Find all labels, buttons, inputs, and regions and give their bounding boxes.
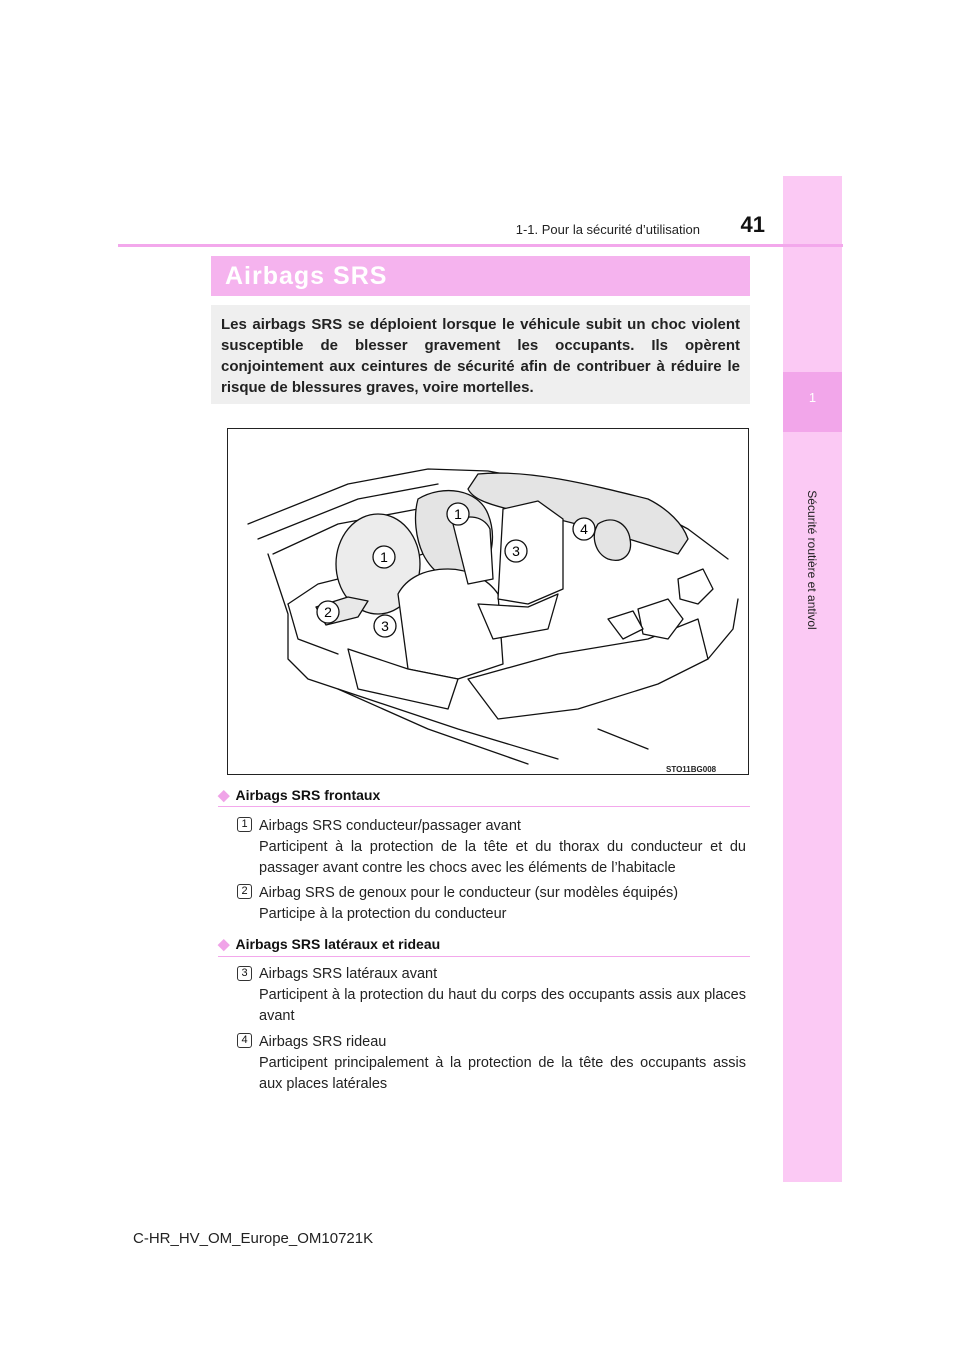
callout-3-passenger-side bbox=[505, 540, 527, 562]
callout-3-driver-side bbox=[374, 615, 396, 637]
chapter-tab bbox=[783, 176, 842, 1182]
section-heading-frontal bbox=[218, 786, 380, 804]
header-rule bbox=[118, 244, 843, 247]
item-marker: 1 bbox=[237, 817, 252, 832]
svg-text:3: 3 bbox=[381, 618, 389, 634]
svg-text:3: 3 bbox=[512, 543, 520, 559]
car-interior-drawing bbox=[228, 429, 748, 774]
page-number: 41 bbox=[740, 212, 765, 237]
intro-text: Les airbags SRS se déploient lorsque le véhicule subit un choc violent susceptible de blesser gravement les occupants. Ils opèrent conjointement aux ceintures de sécurité afin de contribuer à réduire le risque de blessures graves, voire mortelles. bbox=[221, 316, 740, 396]
title-banner bbox=[211, 256, 750, 296]
item-marker: 3 bbox=[237, 966, 252, 981]
item-marker: 2 bbox=[237, 884, 252, 899]
section-heading-text: Airbags SRS latéraux et rideau bbox=[235, 936, 441, 952]
callout-2-knee bbox=[317, 601, 339, 623]
item-title: Airbags SRS latéraux avant bbox=[259, 966, 438, 982]
intro-box bbox=[211, 305, 750, 404]
figure-code: STO11BG008 bbox=[666, 765, 717, 774]
header-section-title: 1-1. Pour la sécurité d’utilisation bbox=[515, 222, 700, 237]
item-description: Participent à la protection du haut du corps des occupants assis aux places avant bbox=[259, 987, 746, 1024]
item-description: Participent principalement à la protection de la tête des occupants assis aux places latérales bbox=[259, 1055, 746, 1092]
svg-text:1: 1 bbox=[380, 549, 388, 565]
item-title: Airbags SRS conducteur/passager avant bbox=[259, 818, 521, 834]
item-title: Airbag SRS de genoux pour le conducteur (sur modèles équipés) bbox=[259, 885, 679, 901]
section-heading-side-curtain bbox=[218, 935, 440, 953]
callout-4-curtain bbox=[573, 518, 595, 540]
diamond-icon: ◆ bbox=[218, 936, 230, 953]
item-title: Airbags SRS rideau bbox=[259, 1034, 387, 1050]
section-heading-text: Airbags SRS frontaux bbox=[235, 787, 381, 803]
chapter-number: 1 bbox=[808, 390, 817, 405]
item-marker: 4 bbox=[237, 1033, 252, 1048]
list-item bbox=[259, 816, 746, 879]
footer-document-code: C-HR_HV_OM_Europe_OM10721K bbox=[133, 1230, 374, 1247]
list-item bbox=[259, 964, 746, 1027]
section-rule bbox=[218, 956, 750, 957]
svg-text:1: 1 bbox=[454, 506, 462, 522]
list-item bbox=[259, 1032, 746, 1095]
item-description: Participent à la protection de la tête et du thorax du conducteur et du passager avant contre les chocs avec les éléments de l’habitacle bbox=[259, 839, 746, 876]
item-description: Participe à la protection du conducteur bbox=[259, 906, 507, 922]
callout-1-driver bbox=[373, 546, 395, 568]
airbag-illustration bbox=[227, 428, 749, 775]
callout-1-passenger bbox=[447, 503, 469, 525]
diamond-icon: ◆ bbox=[218, 787, 230, 804]
svg-text:2: 2 bbox=[324, 604, 332, 620]
chapter-title: Sécurité routière et antivol bbox=[805, 490, 819, 630]
list-item bbox=[259, 883, 746, 925]
svg-text:4: 4 bbox=[580, 521, 588, 537]
section-rule bbox=[218, 806, 750, 807]
page-title: Airbags SRS bbox=[225, 262, 388, 290]
